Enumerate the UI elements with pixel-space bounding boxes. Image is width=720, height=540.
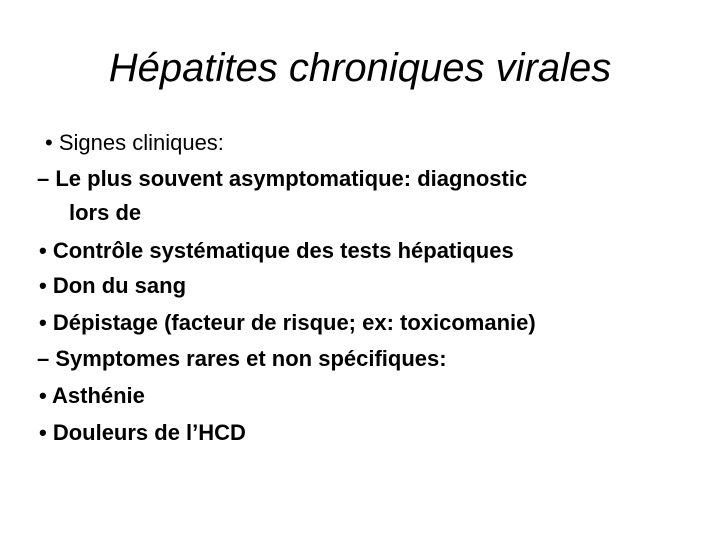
bullet-douleurs-hcd: • Douleurs de l’HCD (39, 420, 246, 445)
dash-asymptomatique: – Le plus souvent asymptomatique: diagnostic (37, 166, 528, 191)
slide-title: Hépatites chroniques virales (108, 46, 612, 90)
dash-symptomes-rares: – Symptomes rares et non spécifiques: (37, 346, 447, 371)
bullet-depistage: • Dépistage (facteur de risque; ex: toxicomanie) (39, 310, 536, 335)
bullet-don-du-sang: • Don du sang (39, 273, 187, 298)
dash-asymptomatique-continuation: lors de (69, 200, 142, 225)
bullet-asthenie: • Asthénie (39, 383, 145, 408)
bullet-controle-tests: • Contrôle systématique des tests hépatiques (39, 238, 514, 263)
bullet-signes-cliniques: • Signes cliniques: (45, 130, 224, 155)
